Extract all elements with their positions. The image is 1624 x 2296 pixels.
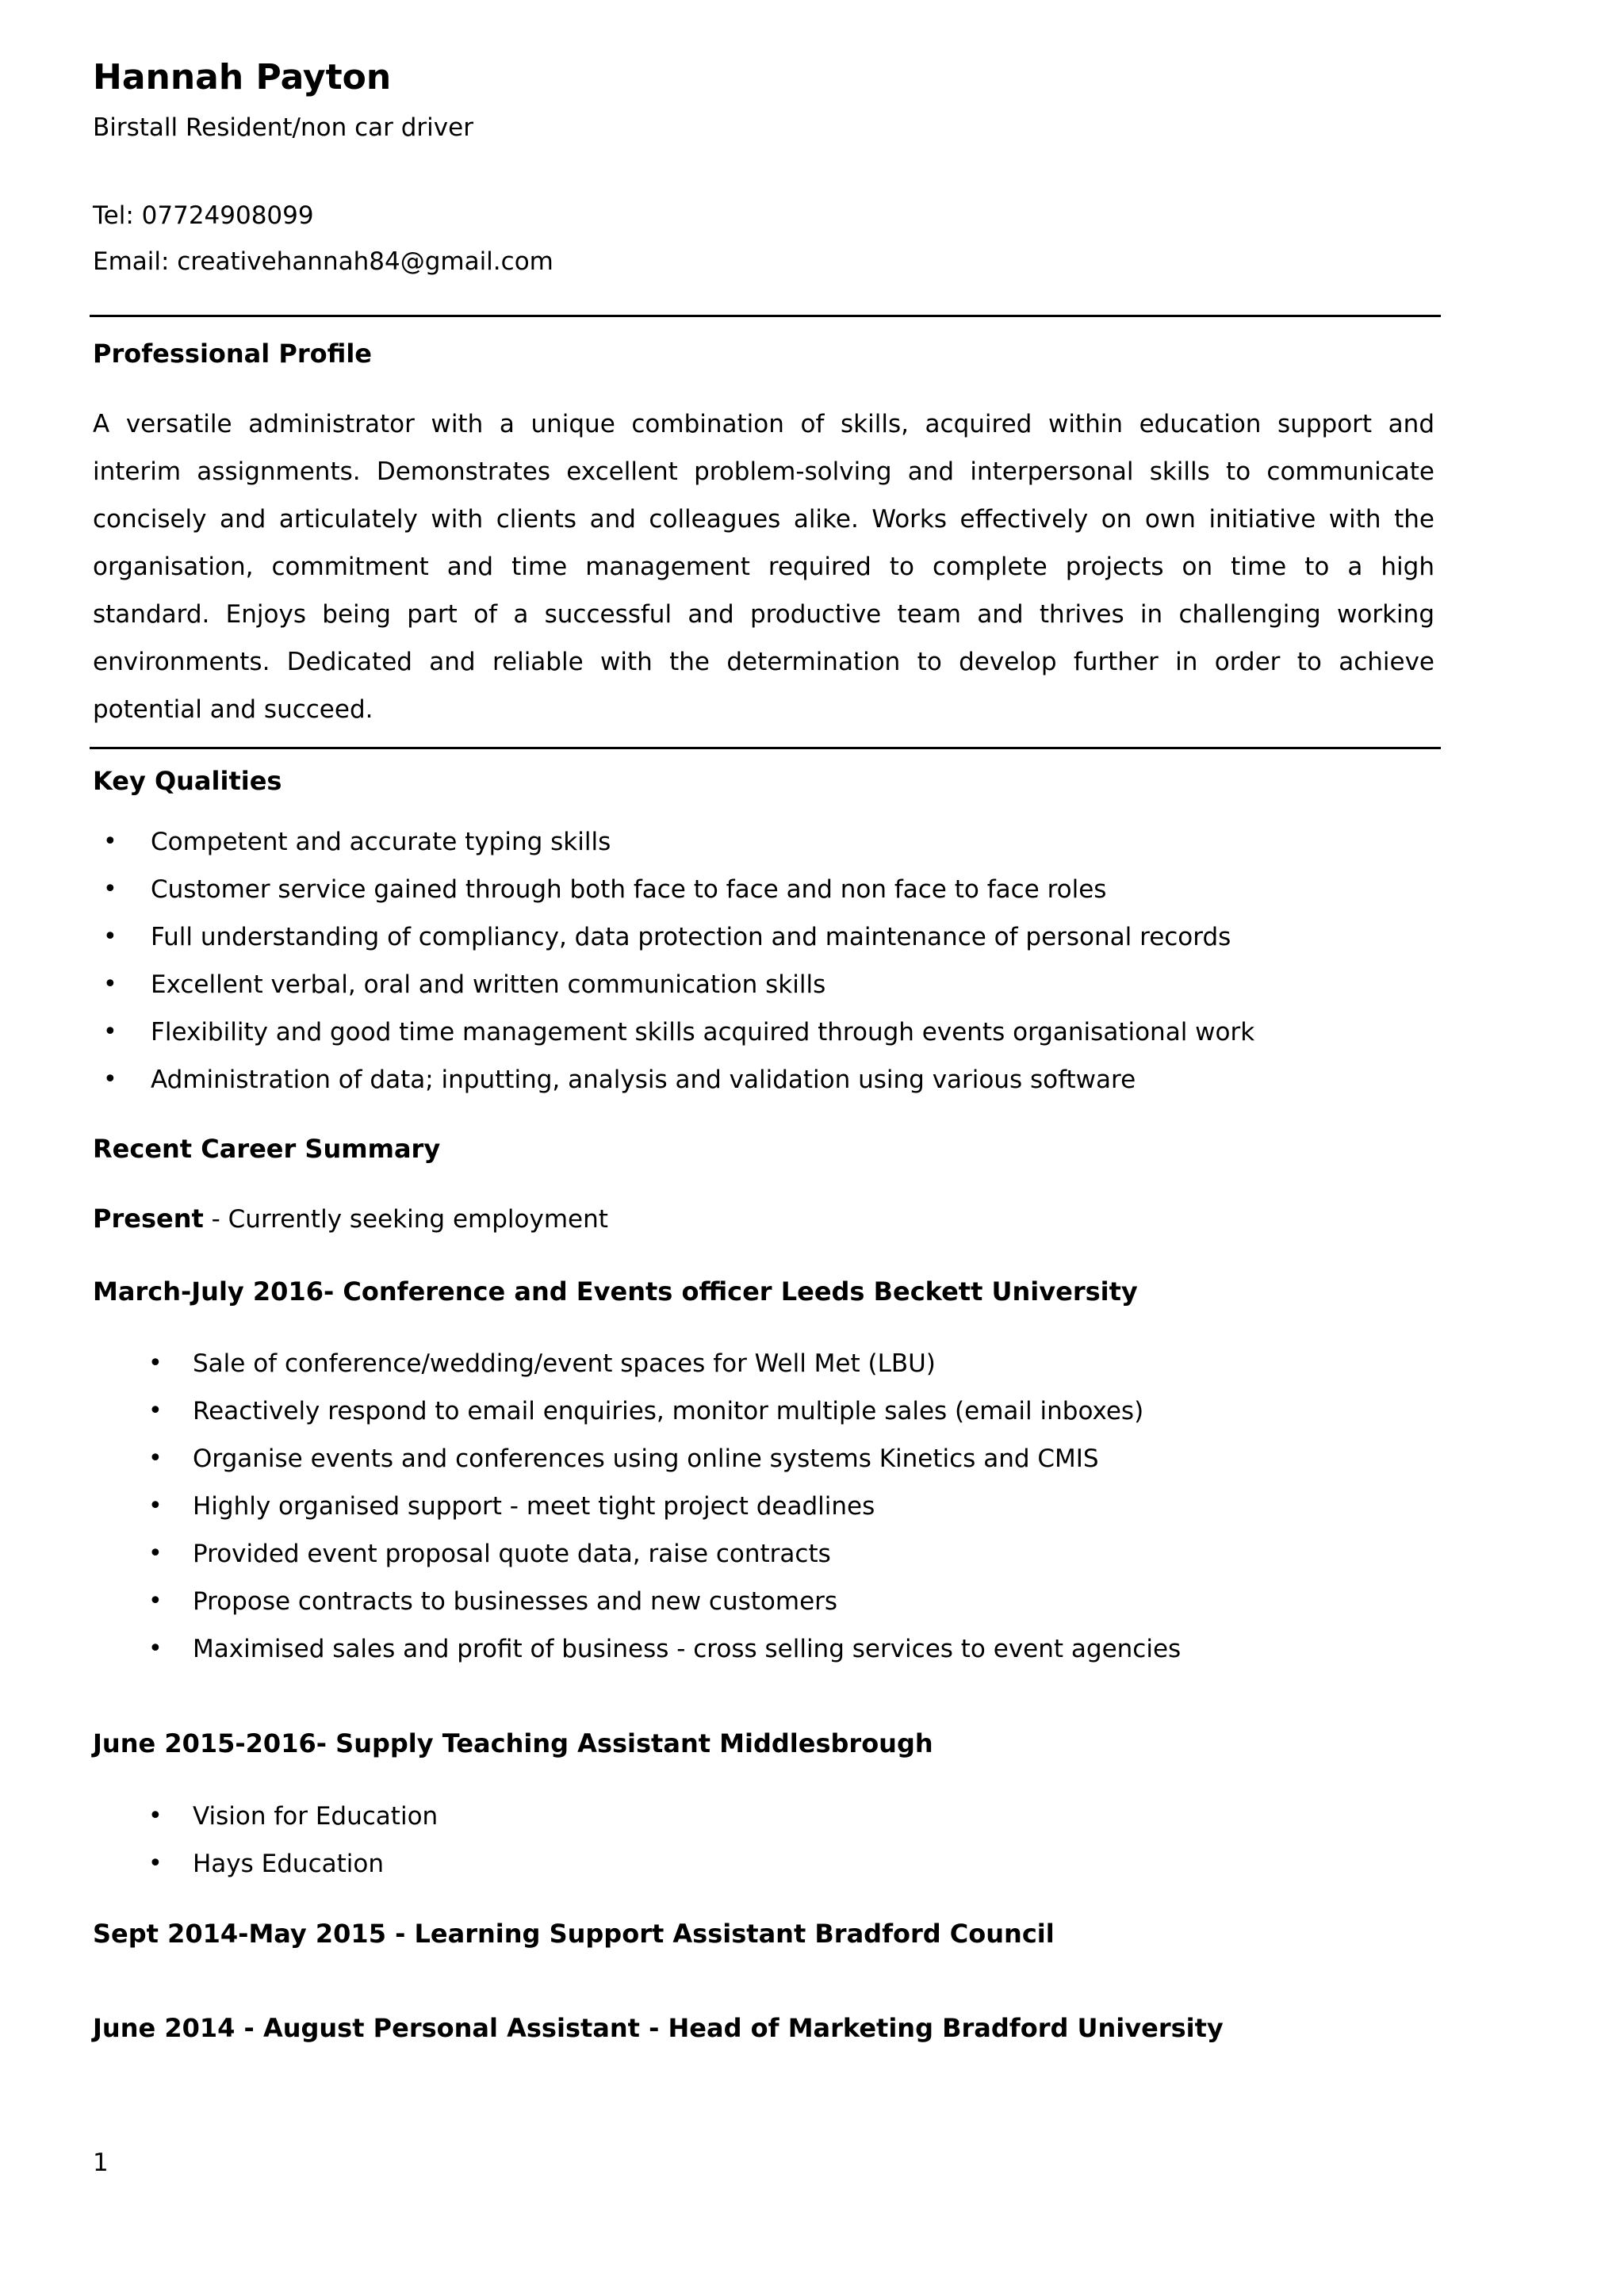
profile-line: standard. Enjoys being part of a successful and productive team and thrives in challenging working [93,600,1434,629]
list-item: • Organise events and conferences using online systems Kinetics and CMIS [193,1435,1181,1483]
list-item: • Maximised sales and profit of business - cross selling services to event agencies [193,1625,1181,1673]
list-item: • Highly organised support - meet tight project deadlines [193,1483,1181,1530]
present-label: Present [93,1203,204,1234]
job-title: Sept 2014-May 2015 - Learning Support Assistant Bradford Council [93,1919,1055,1949]
list-item: • Sale of conference/wedding/event spaces for Well Met (LBU) [193,1340,1181,1387]
list-item: • Full understanding of compliancy, data protection and maintenance of personal records [93,913,1254,961]
list-item: • Administration of data; inputting, analysis and validation using various software [93,1056,1254,1104]
candidate-subtitle: Birstall Resident/non car driver [93,113,473,142]
job-title: June 2014 - August Personal Assistant - Head of Marketing Bradford University [93,2013,1224,2043]
job-title: June 2015-2016- Supply Teaching Assistant Middlesbrough [93,1728,933,1758]
profile-line: organisation, commitment and time management required to complete projects on time to a high [93,553,1434,581]
present-status [93,1203,608,1234]
list-item: • Flexibility and good time management skills acquired through events organisational work [93,1008,1254,1056]
present-text: - Currently seeking employment [203,1205,608,1234]
list-item: • Competent and accurate typing skills [93,818,1254,866]
qualities-list [93,818,1254,1104]
list-item: • Provided event proposal quote data, raise contracts [193,1530,1181,1578]
job-duties-list [193,1340,1181,1673]
profile-paragraph [93,400,1434,733]
job-duties-list [193,1793,438,1888]
divider-bottom [90,747,1441,749]
list-item: • Vision for Education [193,1793,438,1840]
list-item: • Propose contracts to businesses and new customers [193,1578,1181,1625]
profile-line: environments. Dedicated and reliable with the determination to develop further in order to achieve [93,648,1434,676]
email: Email: creativehannah84@gmail.com [93,247,553,276]
profile-line: A versatile administrator with a unique combination of skills, acquired within education support and [93,410,1434,438]
profile-line: potential and succeed. [93,695,373,724]
career-heading: Recent Career Summary [93,1134,441,1164]
divider-top [90,315,1441,317]
list-item: • Hays Education [193,1840,438,1888]
list-item: • Excellent verbal, oral and written communication skills [93,961,1254,1008]
telephone: Tel: 07724908099 [93,201,314,230]
list-item: • Reactively respond to email enquiries, monitor multiple sales (email inboxes) [193,1387,1181,1435]
profile-line: interim assignments. Demonstrates excellent problem-solving and interpersonal skills to communicate [93,457,1434,486]
page-number: 1 [93,2149,109,2177]
candidate-name: Hannah Payton [93,57,392,98]
job-title: March-July 2016- Conference and Events officer Leeds Beckett University [93,1276,1138,1307]
list-item: • Customer service gained through both face to face and non face to face roles [93,866,1254,913]
qualities-heading: Key Qualities [93,766,282,796]
profile-line: concisely and articulately with clients and colleagues alike. Works effectively on own initiative with the [93,505,1434,534]
profile-heading: Professional Profile [93,339,372,369]
